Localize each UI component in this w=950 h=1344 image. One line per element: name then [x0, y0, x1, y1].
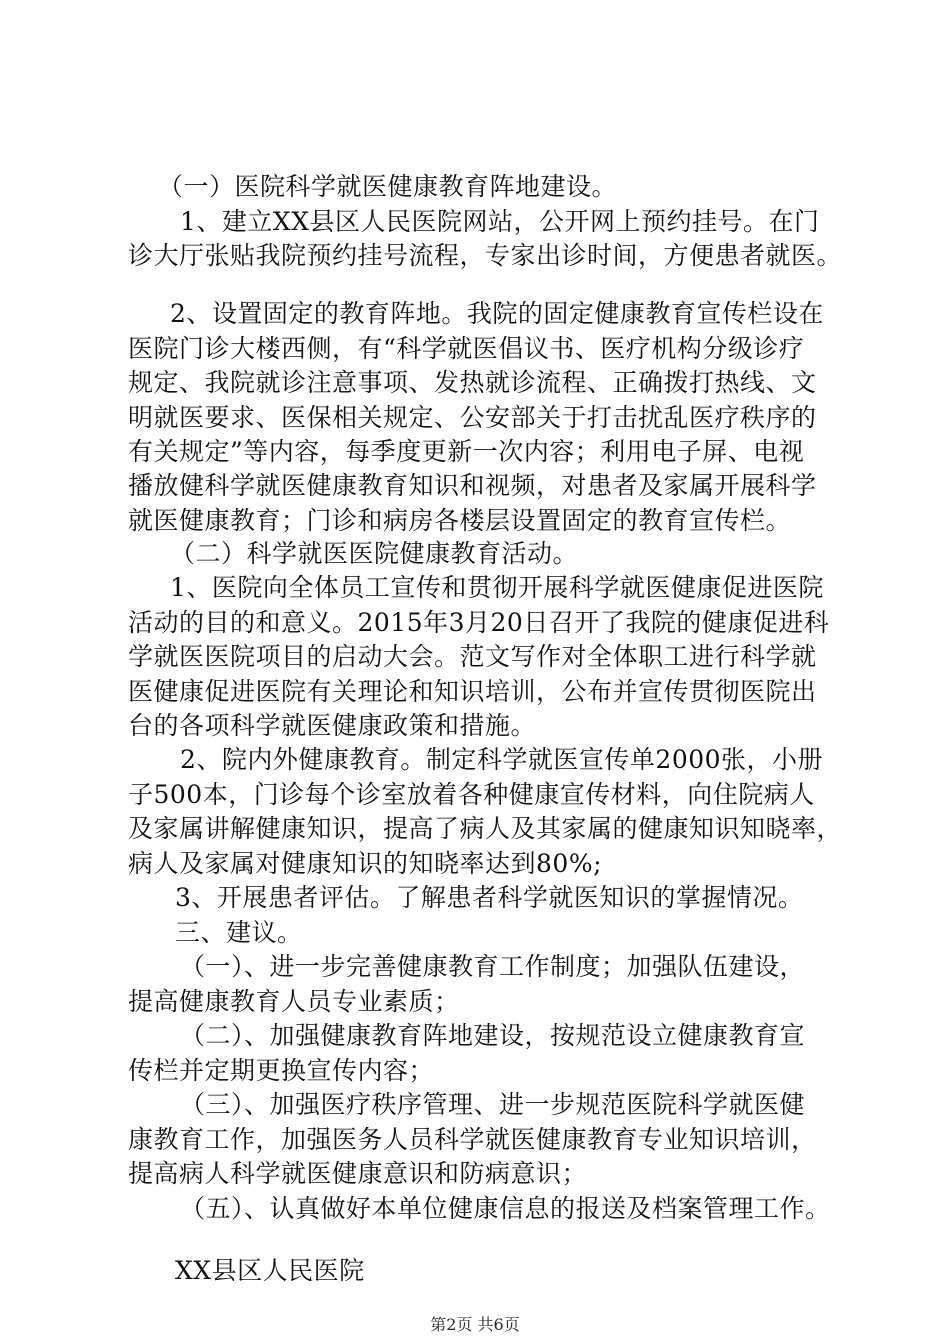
recommendation-line: 传栏并定期更换宣传内容；: [128, 1056, 435, 1085]
recommendation-line: （五）、认真做好本单位健康信息的报送及档案管理工作。: [180, 1194, 831, 1223]
paragraph-line: 2、设置固定的教育阵地。我院的固定健康教育宣传栏设在: [170, 299, 824, 328]
paragraph-line: 明就医要求、医保相关规定、公安部关于打击扰乱医疗秩序的: [128, 403, 817, 432]
section-heading-3: 三、建议。: [175, 918, 303, 947]
paragraph-line: 活动的目的和意义。2015年3月20日召开了我院的健康促进科: [128, 608, 830, 637]
paragraph-line: 病人及家属对健康知识的知晓率达到80%;: [128, 849, 602, 878]
paragraph-line: 医健康促进医院有关理论和知识培训，公布并宣传贯彻医院出: [128, 677, 817, 706]
paragraph-line: 就医健康教育；门诊和病房各楼层设置固定的教育宣传栏。: [128, 506, 792, 535]
paragraph-line: 1、医院向全体员工宣传和贯彻开展科学就医健康促进医院: [170, 573, 824, 602]
recommendation-line: 康教育工作，加强医务人员科学就医健康教育专业知识培训，: [128, 1125, 817, 1154]
page-number-footer: 第2页 共6页: [430, 1315, 520, 1334]
section-heading-1: （一）医院科学就医健康教育阵地建设。: [158, 172, 618, 201]
paragraph-line: 1、建立XX县区人民医院网站，公开网上预约挂号。在门: [180, 207, 820, 236]
paragraph-line: 及家属讲解健康知识，提高了病人及其家属的健康知识知晓率，: [128, 814, 843, 843]
paragraph-line: 规定、我院就诊注意事项、发热就诊流程、正确拨打热线、文: [128, 368, 817, 397]
signature-organization: XX县区人民医院: [175, 1256, 365, 1285]
paragraph-line: 2、院内外健康教育。制定科学就医宣传单2000张，小册: [180, 745, 824, 774]
recommendation-line: （三）、加强医疗秩序管理、进一步规范医院科学就医健: [180, 1090, 806, 1119]
paragraph-line: 学就医医院项目的启动大会。范文写作对全体职工进行科学就: [128, 642, 817, 671]
recommendation-line: 提高病人科学就医健康意识和防病意识；: [128, 1159, 588, 1188]
section-heading-2: （二）科学就医医院健康教育活动。: [170, 539, 579, 568]
recommendation-line: （二）、加强健康教育阵地建设，按规范设立健康教育宣: [180, 1021, 806, 1050]
paragraph-line: 台的各项科学就医健康政策和措施。: [128, 711, 537, 740]
paragraph-line: 医院门诊大楼西侧，有“科学就医倡议书、医疗机构分级诊疗: [128, 334, 805, 363]
paragraph-line: 播放健科学就医健康教育知识和视频，对患者及家属开展科学: [128, 471, 817, 500]
paragraph-line: 有关规定”等内容，每季度更新一次内容；利用电子屏、电视: [128, 437, 805, 466]
recommendation-line: （一）、进一步完善健康教育工作制度；加强队伍建设，: [180, 952, 806, 981]
paragraph-line: 3、开展患者评估。了解患者科学就医知识的掌握情况。: [175, 883, 804, 912]
paragraph-line: 子500本，门诊每个诊室放着各种健康宣传材料，向住院病人: [128, 780, 815, 809]
paragraph-line: 诊大厅张贴我院预约挂号流程，专家出诊时间，方便患者就医。: [128, 241, 843, 270]
recommendation-line: 提高健康教育人员专业素质；: [128, 987, 460, 1016]
